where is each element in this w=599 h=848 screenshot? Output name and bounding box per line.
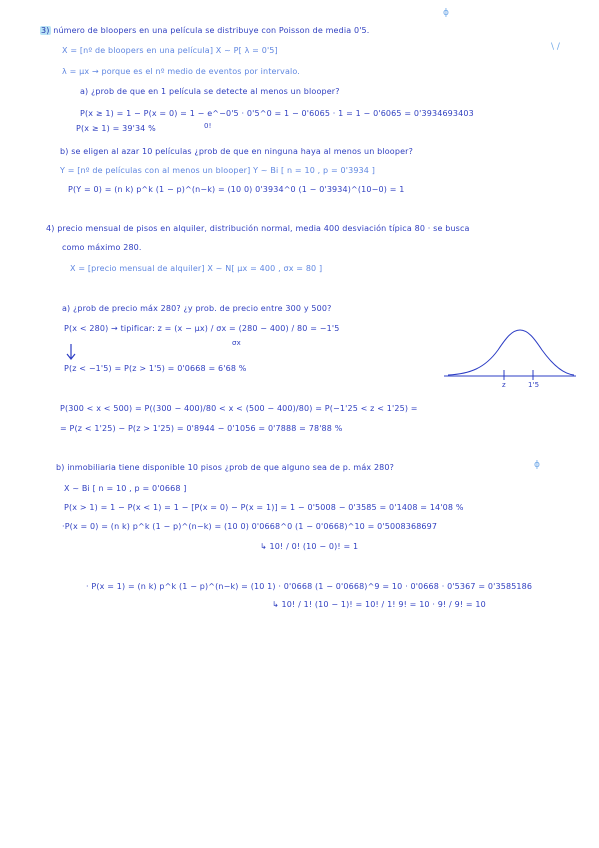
p3-def-x: X = [nº de bloopers en una película] X ~ P[ λ = 0'5] [62, 46, 278, 55]
corner-mark-top: ɸ [443, 8, 449, 18]
p4-qb-calc3: ↳ 10! / 0! (10 − 0)! = 1 [260, 542, 359, 551]
p4-qb-calc4: · P(x = 1) = (n k) p^k (1 − p)^(n−k) = (10 1) · 0'0668 (1 − 0'0668)^9 = 10 · 0'0668 · 0'5367 = 0'3585186 [86, 582, 533, 591]
p3-qb-calc: P(Y = 0) = (n k) p^k (1 − p)^(n−k) = (10 0) 0'3934^0 (1 − 0'3934)^(10−0) = 1 [68, 185, 405, 194]
p3-qa: a) ¿prob de que en 1 película se detecte al menos un blooper? [80, 87, 340, 96]
p4-statement-1: 4) precio mensual de pisos en alquiler, distribución normal, media 400 desviación típica 80 · se busca [46, 224, 470, 233]
p4-qa-calc2: P(z < −1'5) = P(z > 1'5) = 0'0668 = 6'68 % [64, 364, 247, 373]
p3-qa-denom: 0! [204, 122, 212, 130]
corner-mark-right: \ / [551, 42, 560, 52]
down-arrow-icon [66, 343, 76, 361]
p4-qb-calc1: P(x > 1) = 1 − P(x < 1) = 1 − [P(x = 0) − P(x = 1)] = 1 − 0'5008 − 0'3585 = 0'1408 = 14'08 % [64, 503, 464, 512]
p4-qa-range1: P(300 < x < 500) = P((300 − 400)/80 < x < (500 − 400)/80) = P(−1'25 < z < 1'25) = [60, 404, 418, 413]
p3-number: 3) [41, 26, 50, 35]
normal-curve-sketch [440, 320, 580, 390]
p3-qb-def: Y = [nº de películas con al menos un blooper] Y ~ Bi [ n = 10 , p = 0'3934 ] [60, 166, 376, 175]
p3-def-lambda: λ = μx → porque es el nº medio de eventos por intervalo. [62, 67, 300, 76]
curve-label-left: z [502, 381, 506, 389]
p4-qb: b) inmobiliaria tiene disponible 10 pisos ¿prob de que alguno sea de p. máx 280? [56, 463, 395, 472]
p3-qa-result: P(x ≥ 1) = 39'34 % [76, 124, 156, 133]
p4-qb-calc5: ↳ 10! / 1! (10 − 1)! = 10! / 1! 9! = 10 · 9! / 9! = 10 [272, 600, 486, 609]
p4-statement-2: como máximo 280. [62, 243, 142, 252]
p4-qa-range2: = P(z < 1'25) − P(z > 1'25) = 0'8944 − 0'1056 = 0'7888 = 78'88 % [60, 424, 343, 433]
p4-qa-sigma: σx [232, 339, 241, 347]
p3-statement: 3) número de bloopers en una película se distribuye con Poisson de media 0'5. [41, 26, 370, 35]
p4-qb-def: X ~ Bi [ n = 10 , p = 0'0668 ] [64, 484, 187, 493]
p4-def-x: X = [precio mensual de alquiler] X ~ N[ μx = 400 , σx = 80 ] [70, 264, 323, 273]
p3-qa-calc1: P(x ≥ 1) = 1 − P(x = 0) = 1 − e^−0'5 · 0'5^0 = 1 − 0'6065 · 1 = 1 − 0'6065 = 0'3934693403 [80, 109, 474, 118]
p4-qa-calc1: P(x < 280) → tipificar: z = (x − μx) / σx = (280 − 400) / 80 = −1'5 [64, 324, 340, 333]
corner-mark-mid: ɸ [534, 460, 540, 470]
p3-qb: b) se eligen al azar 10 películas ¿prob de que en ninguna haya al menos un blooper? [60, 147, 413, 156]
p4-qa: a) ¿prob de precio máx 280? ¿y prob. de precio entre 300 y 500? [62, 304, 332, 313]
curve-label-right: 1'5 [528, 381, 540, 389]
p4-qb-calc2: ·P(x = 0) = (n k) p^k (1 − p)^(n−k) = (10 0) 0'0668^0 (1 − 0'0668)^10 = 0'5008368697 [62, 522, 438, 531]
